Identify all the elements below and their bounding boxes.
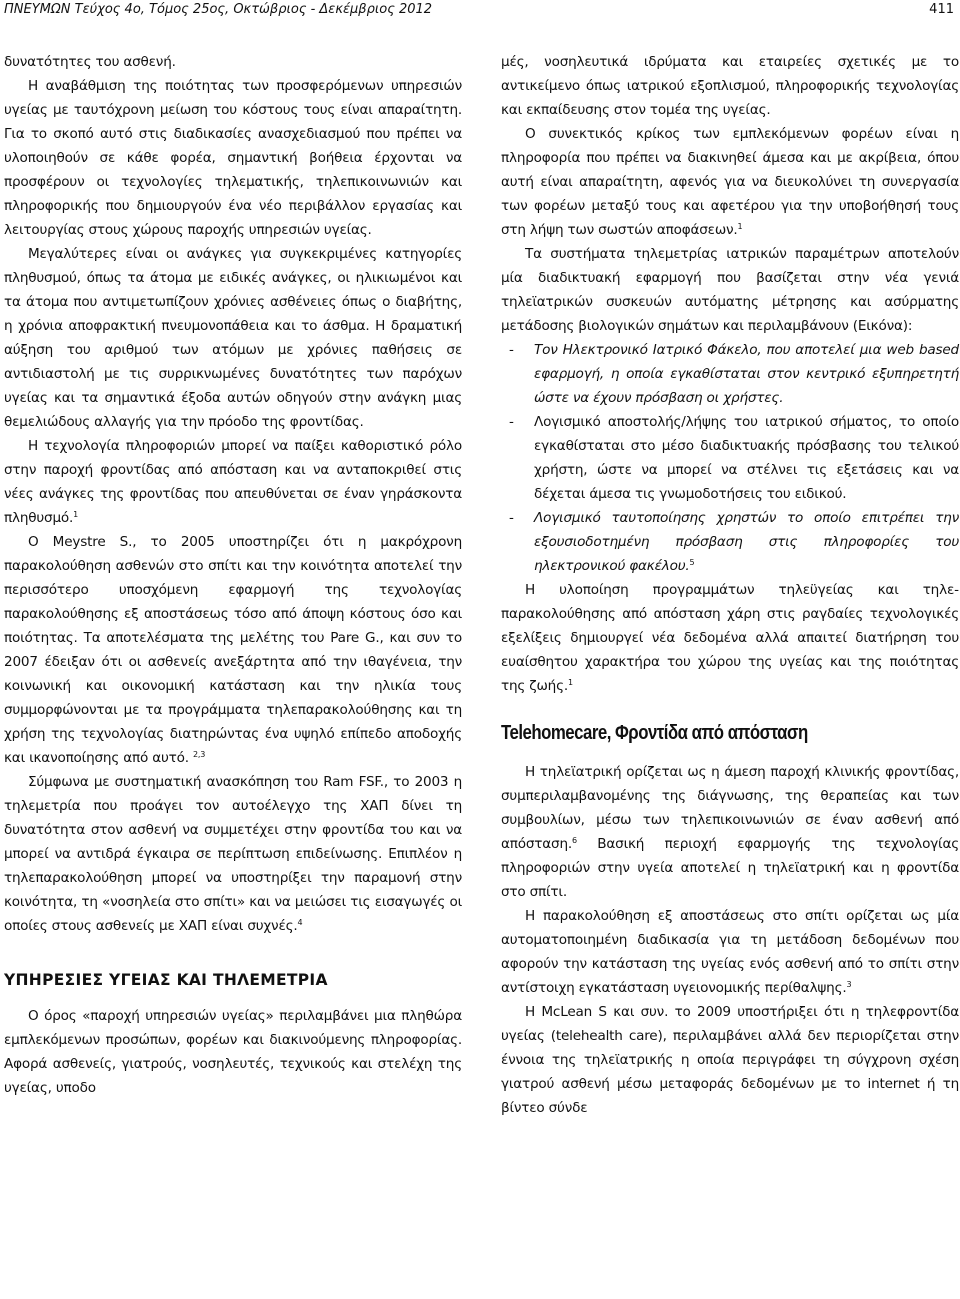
left-column bbox=[4, 50, 462, 1100]
list-item: - Τον Ηλεκτρονικό Ιατρικό Φάκελο, που αποτελεί μια web based εφαρμογή, η οποία εγκαθίσταται στον κεντρικό εξυπηρετητή ώστε να έχουν πρόσβαση οι χρήστες. bbox=[501, 338, 959, 410]
paragraph: Τα συστήματα τηλεμετρίας ιατρικών παραμέτρων αποτελούν μία διαδικτυακή εφαρμογή που βασίζεται στην νέα γενιά τηλεϊατρικών συσκευών αυτόματης μέτρησης και ασύρματης μετάδοσης βιολογικών σημάτων και περιλαμβάνουν (Εικόνα): bbox=[501, 246, 959, 334]
page-number: 411 bbox=[929, 2, 954, 17]
citation-ref: 3 bbox=[846, 980, 852, 989]
paragraph: Η McLean S και συν. το 2009 υποστήριξει ότι η τηλεφροντίδα υγείας (telehealth care), περιλαμβάνει αλλά δεν περιορίζεται στην έννοια της τηλεϊατρικής η οποία περιγράφει τη σύγχρονη σχέση γιατρού ασθενή μέσω μεταφοράς δεδομένων με το internet ή τη βίντεο σύνδε bbox=[501, 1004, 959, 1116]
paragraph: Μεγαλύτερες είναι οι ανάγκες για συγκεκριμένες κατηγορίες πληθυσμού, όπως τα άτομα με ειδικές ανάγκες, οι ηλικιωμένοι και τα άτομα που αντιμετωπίζουν χρόνιες ασθένειες όπως ο διαβήτης, η χρόνια αποφρακτική πνευμονοπάθεια και το άσθμα. Η δραματική αύξηση του αριθμού των ατόμων με χρόνιες παθήσεις σε αντιδιαστολή με τις συρρικνωμένες δυνατότητες των παρόχων υγείας και τα σημαντικά έξοδα αυτών οδηγούν στην ανάγκη μιας θεμελιώδους αλλαγής για την πρόοδο της φροντίδας. bbox=[4, 246, 462, 430]
paragraph: Η τηλεϊατρική ορίζεται ως η άμεση παροχή κλινικής φροντίδας, συμπεριλαμβανομένης της διάγνωσης, της θεραπείας και των συμβουλίων, μέσω των τηλεπικοινωνιών σε έναν ασθενή από απόσταση.$^6$ Βασική περιοχή εφαρμογής της τεχνολογίας πληροφοριών στην υγεία αποτελεί η τηλεϊατρική και η φροντίδα στο σπίτι. bbox=[501, 764, 959, 900]
citation-ref: 1 bbox=[73, 510, 79, 519]
citation-ref: 1 bbox=[737, 222, 743, 231]
paragraph: Η υλοποίηση προγραμμάτων τηλεϋγείας και τηλεπαρακολούθησης από απόσταση χάρη στις ραγδαίες τεχνολογικές εξελίξεις δημιουργεί νέα δεδομένα αλλά απαιτεί διατήρηση του ευαίσθητου χαρακτήρα του χώρου της υγείας και της ποιότητας της ζωής.$^1$ bbox=[501, 582, 959, 694]
dash-bullet: - bbox=[509, 342, 514, 358]
paragraph: Η παρακολούθηση εξ αποστάσεως στο σπίτι ορίζεται ως μία αυτοματοποιημένη διαδικασία για τη μετάδοση δεδομένων που αφορούν την κατάσταση της υγείας ενός ασθενή από το σπίτι στην αντίστοιχη εγκατάσταση υγειονομικής περίθαλψης.$^3$ bbox=[501, 908, 959, 996]
right-column bbox=[501, 50, 959, 1120]
journal-title: ΠΝΕΥΜΩΝ Τεύχος 4ο, Τόμος 25ος, Οκτώβριος - Δεκέμβριος 2012 bbox=[4, 2, 433, 17]
citation-ref: 6 bbox=[571, 836, 577, 845]
paragraph: Ο Meystre S., το 2005 υποστηρίζει ότι η μακρόχρονη παρακολούθηση ασθενών στο σπίτι και την κοινότητα αποτελεί την περισσότερο υποσχόμενη εφαρμογή της τεχνολογίας παρακολούθησης εξ αποστάσεως τόσο από άποψη κόστους όσο και ποιότητας. Τα αποτελέσματα της μελέτης του Pare G., και συν το 2007 έδειξαν ότι οι ασθενείς ανεξάρτητα από την ιθαγένεια, την κοινωνική και οικονομική κατάσταση και την ηλικία τους συμμορφώνονται με τα προγράμματα τηλεπαρακολούθησης και τη χρήση της τεχνολογίας διατηρώντας ένα υψηλό επίπεδο αποδοχής και ικανοποίησης από αυτό. $^{2,3}$ bbox=[4, 534, 462, 766]
section-heading-health-services: ΥΠΗΡΕΣΙΕΣ ΥΓΕΙΑΣ ΚΑΙ ΤΗΛΕΜΕΤΡΙΑ bbox=[4, 971, 328, 989]
running-header bbox=[0, 0, 960, 22]
citation-ref: 5 bbox=[689, 558, 695, 567]
list-item: - Λογισμικό αποστολής/λήψης του ιατρικού σήματος, το οποίο εγκαθίσταται στο μέσο διαδικτυακής πρόσβασης του τελικού χρήστη, ώστε να μπορεί να στέλνει τις εξετάσεις και να δέχεται άμεσα τις γνωμοδοτήσεις του ειδικού. bbox=[501, 410, 959, 506]
paragraph: Ο όρος «παροχή υπηρεσιών υγείας» περιλαμβάνει μια πληθώρα εμπλεκόμενων προσώπων, φορέων και διακινούμενης πληροφορίας. Αφορά ασθενείς, γιατρούς, νοσηλευτές, τεχνικούς και στελέχη της υγείας, υποδο bbox=[4, 1008, 462, 1096]
paragraph: Ο συνεκτικός κρίκος των εμπλεκόμενων φορέων είναι η πληροφορία που πρέπει να διακινηθεί άμεσα και με ακρίβεια, όπου αυτή είναι απαραίτητη, αφενός για να διευκολύνει τη συνεργασία των φορέων μεταξύ τους και αφετέρου για την υποβοήθησή τους στη λήψη των σωστών αποφάσεων.$^1$ bbox=[501, 126, 959, 238]
dash-bullet: - bbox=[509, 414, 514, 430]
citation-ref: 2,3 bbox=[192, 750, 206, 759]
citation-ref: 1 bbox=[568, 678, 573, 687]
citation-ref: 4 bbox=[297, 918, 303, 927]
section-heading-telehomecare: Telehomecare, Φροντίδα από απόσταση bbox=[501, 722, 808, 744]
paragraph: Σύμφωνα με συστηματική ανασκόπηση του Ram FSF., το 2003 η τηλεμετρία που προάγει τον αυτοέλεγχο της ΧΑΠ δίνει τη δυνατότητα στον ασθενή να συμμετέχει στην φροντίδα του και να μπορεί να αντιδρά έγκαιρα σε περίπτωση επιδείνωσης. Επιπλέον η τηλεπαρακολούθηση μπορεί να υποστηρίξει την παραμονή στην κοινότητα, τη «νοσηλεία στο σπίτι» και να μειώσει τις εισαγωγές οι οποίες στους ασθενείς με ΧΑΠ είναι συχνές.$^4$ bbox=[4, 774, 462, 934]
paragraph: δυνατότητες του ασθενή. bbox=[4, 54, 176, 70]
dash-bullet: - bbox=[509, 510, 514, 526]
components-list bbox=[501, 338, 959, 578]
paragraph: Η τεχνολογία πληροφοριών μπορεί να παίξει καθοριστικό ρόλο στην παροχή φροντίδας από απόσταση και να ανταποκριθεί στις νέες ανάγκες της φροντίδας που απευθύνεται σε έναν γηράσκοντα πληθυσμό.$^1$ bbox=[4, 438, 462, 526]
paragraph: Η αναβάθμιση της ποιότητας των προσφερόμενων υπηρεσιών υγείας με ταυτόχρονη μείωση του κόστους τους είναι απαραίτητη. Για το σκοπό αυτό στις διαδικασίες ανασχεδιασμού που πρέπει να υλοποιηθούν σε κάθε φορέα, σημαντική βοήθεια έρχονται να προσφέρουν οι τεχνολογίες τηλεματικής, τηλεπικοινωνιών και πληροφορικής που δημιουργούν ένα νέο περιβάλλον εργασίας και λειτουργίας στους χώρους παροχής υπηρεσιών υγείας. bbox=[4, 78, 462, 238]
list-item: - Λογισμικό ταυτοποίησης χρηστών το οποίο επιτρέπει την εξουσιοδοτημένη πρόσβαση στις πληροφορίες του ηλεκτρονικού φακέλου.$^5$ bbox=[501, 506, 959, 578]
paragraph: μές, νοσηλευτικά ιδρύματα και εταιρείες σχετικές με το αντικείμενο όπως ιατρικού εξοπλισμού, πληροφορικής τεχνολογίας και εκπαίδευσης στον τομέα της υγείας. bbox=[501, 54, 959, 118]
